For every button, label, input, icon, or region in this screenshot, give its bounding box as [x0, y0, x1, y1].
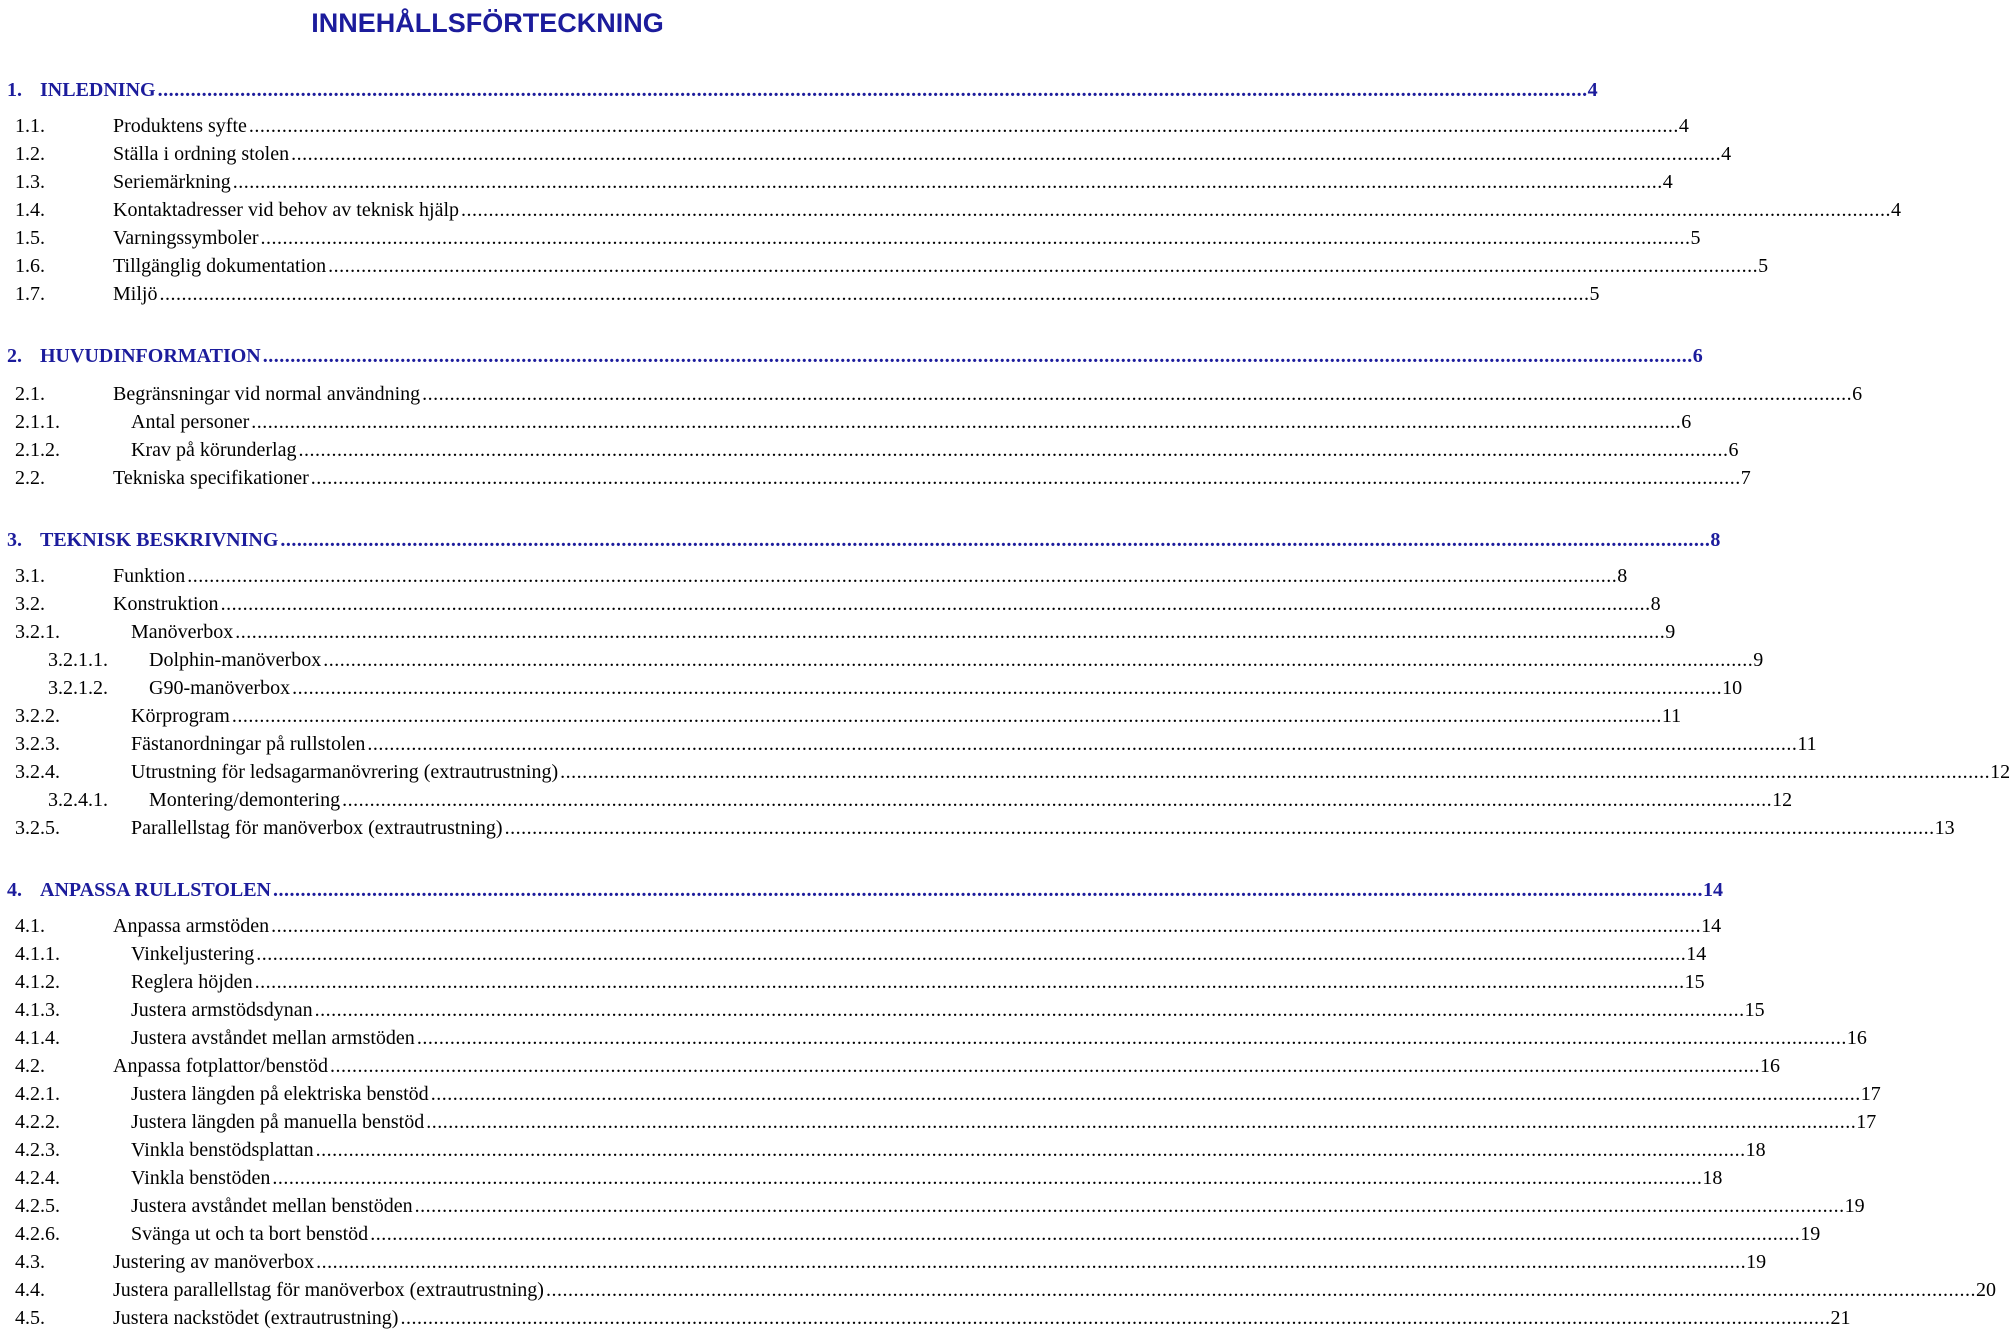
toc-entry-label: Manöverbox: [131, 621, 234, 643]
toc-entry-page: 19: [1844, 1195, 1865, 1217]
toc-entry-number: 1.5.: [15, 227, 45, 249]
toc-entry[interactable]: [0, 280, 1600, 308]
toc-entry-number: 3.2.4.1.: [48, 789, 108, 811]
toc-entry-number: 4.1.: [15, 915, 45, 937]
toc-entry-label: INLEDNING: [40, 79, 156, 101]
toc-entry[interactable]: [0, 1024, 1867, 1052]
toc-entry[interactable]: [0, 646, 1764, 674]
toc-dot-leader: ....................................................................................................................................................................................................................................................................: [157, 79, 1588, 101]
toc-entry[interactable]: [0, 618, 1676, 646]
toc-entry-page: 14: [1701, 915, 1722, 937]
toc-entry-label: Justering av manöverbox: [113, 1251, 315, 1273]
toc-entry-number: 2.1.1.: [15, 411, 60, 433]
toc-entry-page: 12: [1772, 789, 1793, 811]
toc-entry-label: Begränsningar vid normal användning: [113, 383, 421, 405]
toc-entry[interactable]: [0, 1164, 1723, 1192]
toc-entry[interactable]: [0, 464, 1751, 492]
toc-entry-label: Justera avståndet mellan armstöden: [131, 1027, 415, 1049]
toc-entry-label: Utrustning för ledsagarmanövrering (extrautrustning): [131, 761, 559, 783]
toc-entry-page: 7: [1740, 467, 1751, 489]
toc-entry-page: 21: [1830, 1307, 1851, 1329]
toc-dot-leader: ....................................................................................................................................................................................................................................................................: [329, 1055, 1760, 1077]
toc-entry-label: TEKNISK BESKRIVNING: [40, 529, 279, 551]
toc-entry-number: 4.2.6.: [15, 1223, 60, 1245]
toc-entry-number: 1.2.: [15, 143, 45, 165]
toc-entry-page: 18: [1745, 1139, 1766, 1161]
toc-dot-leader: ....................................................................................................................................................................................................................................................................: [248, 115, 1679, 137]
toc-dot-leader: ....................................................................................................................................................................................................................................................................: [298, 439, 1729, 461]
toc-entry-number: 2.1.2.: [15, 439, 60, 461]
toc-entry-label: Anpassa armstöden: [113, 915, 270, 937]
toc-entry-number: 2.1.: [15, 383, 45, 405]
toc-entry-number: 4.2.1.: [15, 1083, 60, 1105]
toc-entry[interactable]: [0, 912, 1722, 940]
toc-entry[interactable]: [0, 1248, 1767, 1276]
toc-entry-page: 19: [1800, 1223, 1821, 1245]
toc-dot-leader: ....................................................................................................................................................................................................................................................................: [251, 411, 1682, 433]
toc-entry-label: Kontaktadresser vid behov av teknisk hjälp: [113, 199, 460, 221]
toc-entry-label: Produktens syfte: [113, 115, 247, 137]
toc-dot-leader: ....................................................................................................................................................................................................................................................................: [187, 565, 1618, 587]
toc-entry-label: Seriemärkning: [113, 171, 231, 193]
toc-dot-leader: ....................................................................................................................................................................................................................................................................: [159, 283, 1590, 305]
toc-dot-leader: ....................................................................................................................................................................................................................................................................: [220, 593, 1651, 615]
toc-entry-number: 3.2.1.1.: [48, 649, 108, 671]
toc-entry-label: ANPASSA RULLSTOLEN: [40, 879, 271, 901]
toc-dot-leader: ....................................................................................................................................................................................................................................................................: [235, 621, 1666, 643]
toc-dot-leader: ....................................................................................................................................................................................................................................................................: [342, 789, 1773, 811]
toc-entry-number: 1.3.: [15, 171, 45, 193]
toc-entry[interactable]: [0, 1080, 1881, 1108]
toc-entry[interactable]: [0, 1136, 1766, 1164]
toc-entry[interactable]: [0, 730, 1817, 758]
toc-entry[interactable]: [0, 342, 1703, 370]
toc-dot-leader: ....................................................................................................................................................................................................................................................................: [291, 143, 1722, 165]
toc-entry-label: Justera längden på manuella benstöd: [131, 1111, 425, 1133]
toc-entry[interactable]: [0, 590, 1661, 618]
toc-entry-page: 4: [1587, 79, 1598, 101]
toc-entry-label: Parallellstag för manöverbox (extrautrustning): [131, 817, 503, 839]
toc-entry-page: 14: [1686, 943, 1707, 965]
toc-entry-label: Fästanordningar på rullstolen: [131, 733, 366, 755]
toc-entry-page: 15: [1744, 999, 1765, 1021]
toc-entry-page: 5: [1589, 283, 1600, 305]
toc-entry-number: 1.7.: [15, 283, 45, 305]
toc-entry[interactable]: [0, 968, 1705, 996]
toc-entry[interactable]: [0, 996, 1765, 1024]
toc-entry[interactable]: [0, 140, 1732, 168]
toc-entry[interactable]: [0, 224, 1701, 252]
toc-entry-page: 14: [1703, 879, 1723, 901]
toc-entry-number: 4.2.3.: [15, 1139, 60, 1161]
toc-entry-label: Ställa i ordning stolen: [113, 143, 290, 165]
toc-entry-number: 4.2.: [15, 1055, 45, 1077]
toc-entry[interactable]: [0, 436, 1739, 464]
toc-entry-number: 4.4.: [15, 1279, 45, 1301]
toc-dot-leader: ....................................................................................................................................................................................................................................................................: [370, 1223, 1801, 1245]
toc-entry-label: Justera längden på elektriska benstöd: [131, 1083, 429, 1105]
toc-entry[interactable]: [0, 76, 1598, 104]
toc-entry-number: 4.1.1.: [15, 943, 60, 965]
toc-entry-page: 16: [1759, 1055, 1780, 1077]
toc-entry-label: Miljö: [113, 283, 158, 305]
toc-entry-page: 4: [1662, 171, 1673, 193]
toc-entry-page: 6: [1681, 411, 1692, 433]
toc-entry[interactable]: [0, 112, 1689, 140]
toc-entry-number: 2.2.: [15, 467, 45, 489]
toc-entry-page: 17: [1856, 1111, 1877, 1133]
toc-dot-leader: ....................................................................................................................................................................................................................................................................: [231, 705, 1662, 727]
toc-entry[interactable]: [0, 1220, 1821, 1248]
toc-entry[interactable]: [0, 758, 2010, 786]
toc-dot-leader: ....................................................................................................................................................................................................................................................................: [232, 171, 1663, 193]
toc-entry-number: 2.: [7, 345, 22, 367]
toc-entry-number: 1.: [7, 79, 22, 101]
toc-entry-number: 1.1.: [15, 115, 45, 137]
toc-entry-page: 8: [1710, 529, 1721, 551]
toc-dot-leader: ....................................................................................................................................................................................................................................................................: [416, 1027, 1847, 1049]
toc-entry-label: Anpassa fotplattor/benstöd: [113, 1055, 328, 1077]
toc-entry-number: 3.2.3.: [15, 733, 60, 755]
toc-entry-page: 9: [1665, 621, 1676, 643]
toc-entry-page: 18: [1702, 1167, 1723, 1189]
toc-dot-leader: ....................................................................................................................................................................................................................................................................: [310, 467, 1741, 489]
toc-entry-page: 11: [1661, 705, 1682, 727]
toc-entry-page: 8: [1650, 593, 1661, 615]
toc-entry-label: Montering/demontering: [149, 789, 341, 811]
toc-entry-label: Vinkla benstöden: [131, 1167, 271, 1189]
toc-entry-label: Körprogram: [131, 705, 230, 727]
toc-entry-page: 11: [1797, 733, 1817, 755]
toc-entry-label: Dolphin-manöverbox: [149, 649, 322, 671]
toc-entry-page: 4: [1721, 143, 1732, 165]
toc-entry[interactable]: [0, 702, 1682, 730]
toc-entry-label: Antal personer: [131, 411, 250, 433]
toc-dot-leader: ....................................................................................................................................................................................................................................................................: [254, 971, 1685, 993]
toc-entry-label: Varningssymboler: [113, 227, 259, 249]
toc-entry-label: Konstruktion: [113, 593, 219, 615]
toc-entry-number: 3.2.2.: [15, 705, 60, 727]
toc-entry[interactable]: [0, 1108, 1877, 1136]
toc-entry-page: 6: [1728, 439, 1739, 461]
toc-dot-leader: ....................................................................................................................................................................................................................................................................: [272, 1167, 1703, 1189]
toc-title: INNEHÅLLSFÖRTECKNING: [311, 8, 664, 38]
toc-entry-label: Vinkla benstödsplattan: [131, 1139, 314, 1161]
toc-entry-label: HUVUDINFORMATION: [40, 345, 261, 367]
toc-entry-number: 3.: [7, 529, 22, 551]
toc-entry-page: 6: [1692, 345, 1703, 367]
toc-dot-leader: ....................................................................................................................................................................................................................................................................: [545, 1279, 1976, 1301]
toc-entry-page: 8: [1617, 565, 1628, 587]
toc-dot-leader: ....................................................................................................................................................................................................................................................................: [430, 1083, 1861, 1105]
toc-entry-page: 12: [1990, 761, 2010, 783]
toc-entry-page: 17: [1860, 1083, 1881, 1105]
toc-entry[interactable]: [0, 1052, 1780, 1080]
toc-entry[interactable]: [0, 408, 1692, 436]
toc-entry-label: G90-manöverbox: [149, 677, 291, 699]
toc-entry-label: Krav på körunderlag: [131, 439, 297, 461]
toc-entry-number: 4.5.: [15, 1307, 45, 1329]
toc-entry-page: 9: [1753, 649, 1764, 671]
toc-dot-leader: ....................................................................................................................................................................................................................................................................: [292, 677, 1723, 699]
toc-dot-leader: ....................................................................................................................................................................................................................................................................: [422, 383, 1853, 405]
toc-dot-leader: ....................................................................................................................................................................................................................................................................: [271, 915, 1702, 937]
toc-entry[interactable]: [0, 562, 1628, 590]
toc-entry[interactable]: [0, 674, 1743, 702]
toc-entry-label: Tillgänglig dokumentation: [113, 255, 327, 277]
toc-entry-number: 3.2.5.: [15, 817, 60, 839]
toc-entry-page: 16: [1846, 1027, 1867, 1049]
toc-entry-number: 4.3.: [15, 1251, 45, 1273]
toc-entry-page: 6: [1852, 383, 1863, 405]
toc-dot-leader: ....................................................................................................................................................................................................................................................................: [461, 199, 1892, 221]
toc-dot-leader: ....................................................................................................................................................................................................................................................................: [256, 943, 1687, 965]
toc-entry-number: 3.2.: [15, 593, 45, 615]
toc-entry[interactable]: [0, 1304, 1851, 1332]
toc-entry[interactable]: [0, 196, 1902, 224]
toc-entry[interactable]: [0, 252, 1769, 280]
toc-entry-page: 20: [1975, 1279, 1996, 1301]
toc-dot-leader: ....................................................................................................................................................................................................................................................................: [273, 879, 1703, 901]
toc-entry[interactable]: [0, 168, 1673, 196]
toc-dot-leader: ....................................................................................................................................................................................................................................................................: [426, 1111, 1857, 1133]
toc-entry-label: Funktion: [113, 565, 186, 587]
toc-entry-number: 1.4.: [15, 199, 45, 221]
toc-entry-page: 5: [1690, 227, 1701, 249]
toc-entry[interactable]: [0, 940, 1707, 968]
toc-entry-label: Justera armstödsdynan: [131, 999, 313, 1021]
toc-entry-number: 4.1.4.: [15, 1027, 60, 1049]
toc-dot-leader: ....................................................................................................................................................................................................................................................................: [560, 761, 1991, 783]
toc-entry[interactable]: [0, 876, 1723, 904]
toc-dot-leader: ....................................................................................................................................................................................................................................................................: [262, 345, 1693, 367]
toc-entry-number: 3.1.: [15, 565, 45, 587]
toc-entry-label: Tekniska specifikationer: [113, 467, 309, 489]
toc-entry-number: 1.6.: [15, 255, 45, 277]
toc-entry[interactable]: [0, 1276, 1996, 1304]
toc-entry-number: 3.2.4.: [15, 761, 60, 783]
toc-entry-number: 4.2.5.: [15, 1195, 60, 1217]
toc-entry-page: 19: [1746, 1251, 1767, 1273]
toc-dot-leader: ....................................................................................................................................................................................................................................................................: [367, 733, 1798, 755]
toc-entry-label: Justera avståndet mellan benstöden: [131, 1195, 413, 1217]
toc-entry[interactable]: [0, 1192, 1865, 1220]
toc-entry[interactable]: [0, 380, 1863, 408]
toc-dot-leader: ....................................................................................................................................................................................................................................................................: [260, 227, 1691, 249]
toc-entry-page: 10: [1722, 677, 1743, 699]
toc-entry[interactable]: [0, 786, 1793, 814]
toc-entry-number: 4.2.4.: [15, 1167, 60, 1189]
toc-entry-page: 4: [1891, 199, 1902, 221]
toc-dot-leader: ....................................................................................................................................................................................................................................................................: [414, 1195, 1845, 1217]
toc-dot-leader: ....................................................................................................................................................................................................................................................................: [504, 817, 1935, 839]
toc-entry-page: 13: [1934, 817, 1955, 839]
toc-entry-page: 15: [1684, 971, 1705, 993]
toc-dot-leader: ....................................................................................................................................................................................................................................................................: [315, 1139, 1746, 1161]
toc-entry-number: 4.1.3.: [15, 999, 60, 1021]
toc-entry-number: 3.2.1.2.: [48, 677, 108, 699]
toc-dot-leader: ....................................................................................................................................................................................................................................................................: [280, 529, 1711, 551]
toc-entry-number: 4.: [7, 879, 22, 901]
toc-entry[interactable]: [0, 814, 1955, 842]
toc-entry-label: Vinkeljustering: [131, 943, 255, 965]
toc-entry-page: 5: [1758, 255, 1769, 277]
toc-dot-leader: ....................................................................................................................................................................................................................................................................: [400, 1307, 1831, 1329]
toc-entry-number: 3.2.1.: [15, 621, 60, 643]
toc-entry-page: 4: [1678, 115, 1689, 137]
toc-entry-label: Reglera höjden: [131, 971, 253, 993]
toc-entry-number: 4.2.2.: [15, 1111, 60, 1133]
toc-dot-leader: ....................................................................................................................................................................................................................................................................: [314, 999, 1745, 1021]
toc-entry-label: Justera parallellstag för manöverbox (extrautrustning): [113, 1279, 544, 1301]
toc-entry-label: Justera nackstödet (extrautrustning): [113, 1307, 399, 1329]
toc-entry-label: Svänga ut och ta bort benstöd: [131, 1223, 369, 1245]
toc-entry-number: 4.1.2.: [15, 971, 60, 993]
toc-dot-leader: ....................................................................................................................................................................................................................................................................: [328, 255, 1759, 277]
toc-entry[interactable]: [0, 526, 1721, 554]
toc-dot-leader: ....................................................................................................................................................................................................................................................................: [316, 1251, 1747, 1273]
toc-dot-leader: ....................................................................................................................................................................................................................................................................: [323, 649, 1754, 671]
